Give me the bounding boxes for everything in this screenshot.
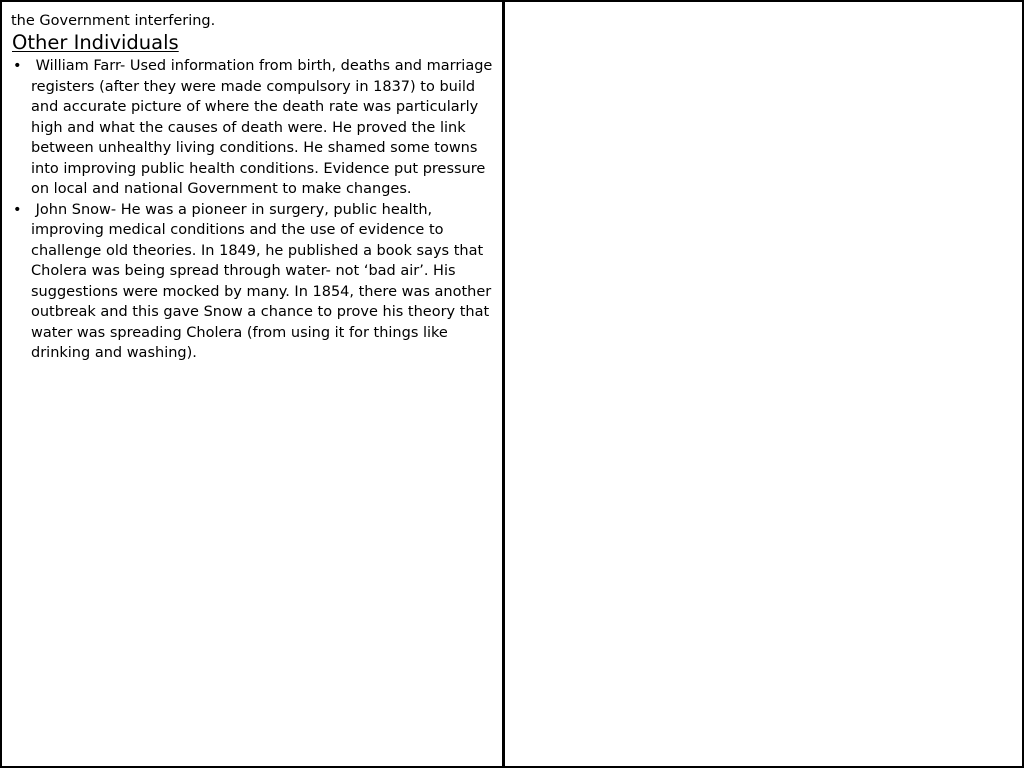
left-text-panel (0, 0, 504, 768)
left-panel-content (11, 12, 496, 364)
bullet-item-john-snow (11, 200, 496, 364)
bullet-text: William Farr- Used information from birth, deaths and marriage registers (after they were made compulsory in 1837) to build and accurate picture of where the death rate was particularly high and what the causes of death were. He proved the link between unhealthy living conditions. He shamed some towns into improving public health conditions. Evidence put pressure on local and national Government to make changes. (31, 58, 497, 197)
bullet-icon: • (13, 201, 22, 218)
section-heading: Other Individuals (12, 31, 179, 54)
bullet-icon: • (13, 58, 22, 74)
right-empty-panel (503, 0, 1024, 768)
bullet-text: John Snow- He was a pioneer in surgery, public health, improving medical conditions and the use of evidence to challenge old theories. In 1849, he published a book says that Cholera was being spread through water- not ‘bad air’. His suggestions were mocked by many. In 1854, there was another outbreak and this gave Snow a chance to prove his theory that water was spreading Cholera (from using it for things like drinking and washing). (31, 201, 496, 361)
bullet-item-william-farr (11, 56, 496, 200)
intro-line: the Government interfering. (11, 13, 216, 29)
bullet-list (11, 56, 496, 364)
